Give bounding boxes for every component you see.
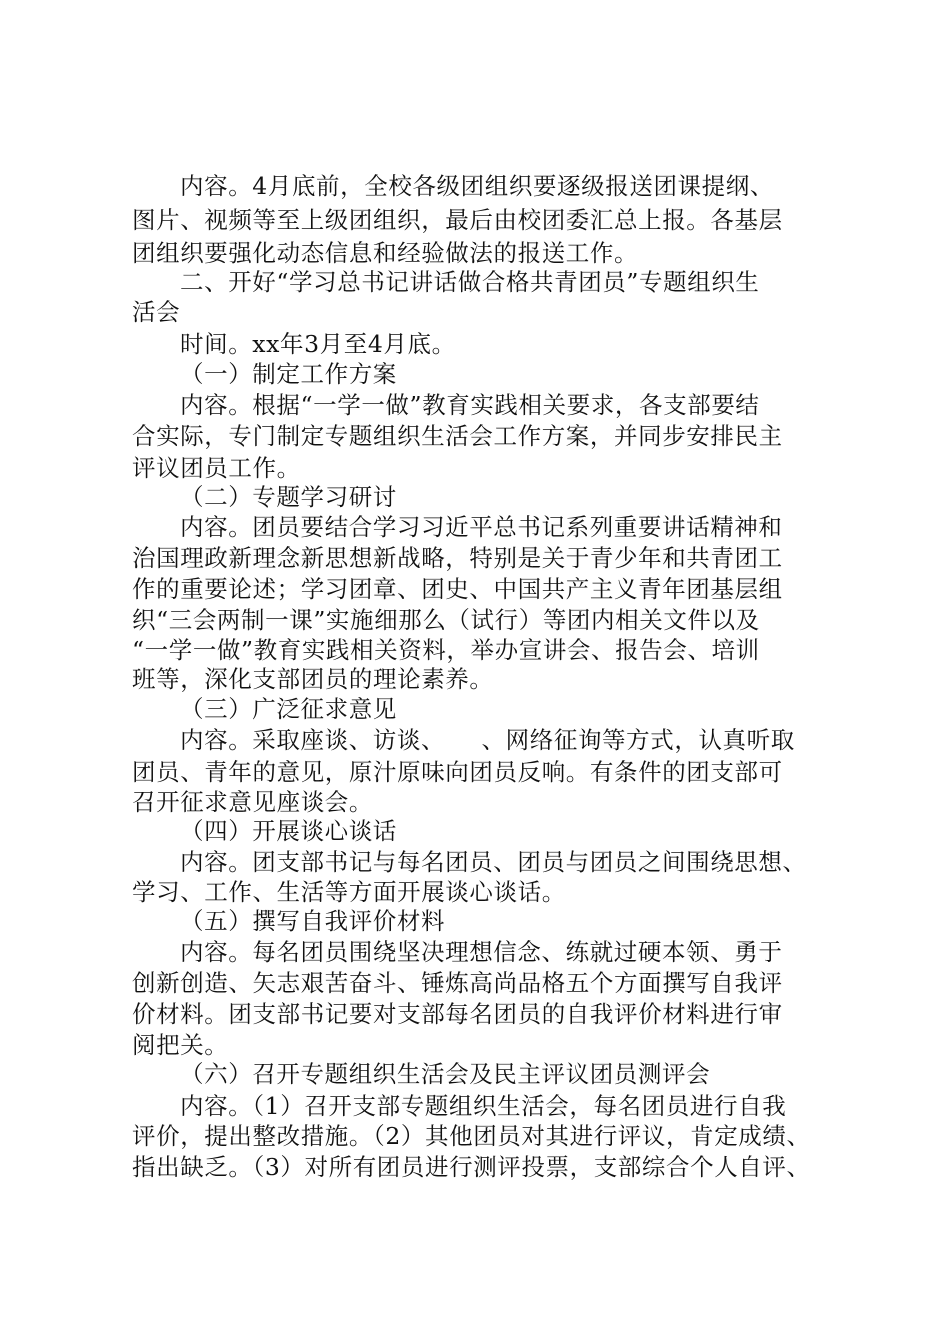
subsection-heading: （一）制定工作方案 (180, 360, 397, 388)
text-line: 内容。（1）召开支部专题组织生活会，每名团员进行自我 (180, 1092, 787, 1120)
text-line: 阅把关。 (132, 1031, 229, 1059)
subsection-heading: （六）召开专题组织生活会及民主评议团员测评会 (180, 1060, 711, 1088)
text-line: 团员、青年的意见，原汁原味向团员反响。有条件的团支部可 (132, 758, 783, 786)
text-line: 学习、工作、生活等方面开展谈心谈话。 (132, 878, 566, 906)
text-line: 图片、视频等至上级团组织，最后由校团委汇总上报。各基层 (132, 206, 783, 234)
text-line: 创新创造、矢志艰苦奋斗、锤炼高尚品格五个方面撰写自我评 (132, 969, 783, 997)
text-line: 评价，提出整改措施。（2）其他团员对其进行评议，肯定成绩、 (132, 1122, 811, 1150)
text-line: 织“三会两制一课”实施细那么（试行）等团内相关文件以及 (132, 606, 760, 634)
text-line: “一学一做”教育实践相关资料，举办宣讲会、报告会、培训 (132, 636, 760, 664)
text-line: 内容。团员要结合学习习近平总书记系列重要讲话精神和 (180, 513, 783, 541)
section-heading: 活会 (132, 298, 181, 326)
text-line: 指出缺乏。（3）对所有团员进行测评投票，支部综合个人自评、 (132, 1153, 811, 1181)
text-line: 团组织要强化动态信息和经验做法的报送工作。 (132, 239, 639, 267)
subsection-heading: （四）开展谈心谈话 (180, 817, 397, 845)
text-line: 内容。团支部书记与每名团员、团员与团员之间围绕思想、 (180, 848, 807, 876)
subsection-heading: （三）广泛征求意见 (180, 695, 397, 723)
text-line: 内容。每名团员围绕坚决理想信念、练就过硬本领、勇于 (180, 938, 783, 966)
text-line: 价材料。团支部书记要对支部每名团员的自我评价材料进行审 (132, 1000, 783, 1028)
text-line: 内容。4月底前，全校各级团组织要逐级报送团课提纲、 (180, 172, 774, 200)
subsection-heading: （五）撰写自我评价材料 (180, 907, 446, 935)
text-line: 班等，深化支部团员的理论素养。 (132, 665, 494, 693)
text-line: 召开征求意见座谈会。 (132, 788, 373, 816)
text-line: 治国理政新理念新思想新战略，特别是关于青少年和共青团工 (132, 544, 783, 572)
subsection-heading: （二）专题学习研讨 (180, 483, 397, 511)
text-line: 内容。根据“一学一做”教育实践相关要求，各支部要结 (180, 391, 760, 419)
text-line: 时间。xx年3月至4月底。 (180, 330, 456, 358)
section-heading: 二、开好“学习总书记讲话做合格共青团员”专题组织生 (180, 268, 760, 296)
text-line: 评议团员工作。 (132, 454, 301, 482)
text-line: 内容。采取座谈、访谈、 、网络征询等方式，认真听取 (180, 726, 795, 754)
text-line: 作的重要论述；学习团章、团史、中国共产主义青年团基层组 (132, 575, 783, 603)
text-line: 合实际，专门制定专题组织生活会工作方案，并同步安排民主 (132, 422, 783, 450)
